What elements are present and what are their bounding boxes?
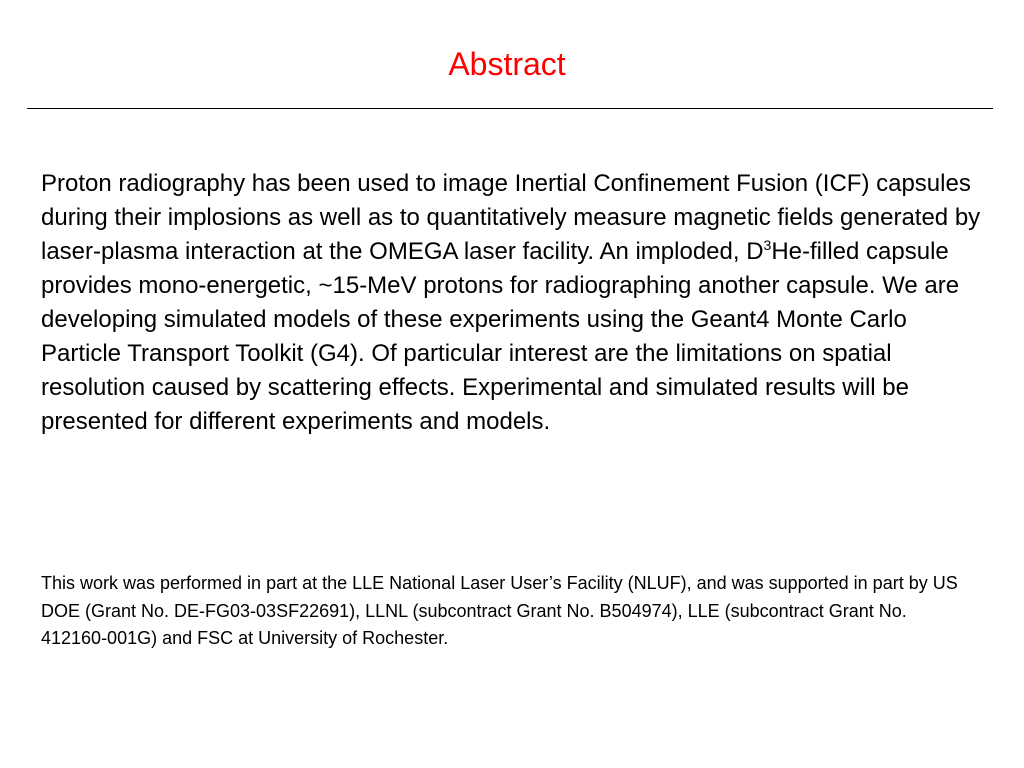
acknowledgment-paragraph: This work was performed in part at the LLE National Laser User’s Facility (NLUF), and was supported in part by US DOE (Grant No. DE-FG03-03SF22691), LLNL (subcontract Grant No. B504974), LLE (subcontract Grant No. 412160-001G) and FSC at University of Rochester. (41, 573, 958, 648)
abstract-text-part1: Proton radiography has been used to image Inertial Confinement Fusion (ICF) capsules during their implosions as well as to quantitatively measure magnetic fields generated by laser-plasma interaction at the OMEGA laser facility. An imploded, D (41, 170, 981, 265)
title-divider (27, 108, 993, 109)
abstract-paragraph (41, 167, 986, 439)
slide-title: Abstract (448, 46, 566, 82)
abstract-superscript: 3 (763, 237, 772, 253)
abstract-text-part2: He-filled capsule provides mono-energetic, ~15-MeV protons for radiographing another capsule. We are developing simulated models of these experiments using the Geant4 Monte Carlo Particle Transport Toolkit (G4). Of particular interest are the limitations on spatial resolution caused by scattering effects. Experimental and simulated results will be presented for different experiments and models. (41, 238, 960, 435)
